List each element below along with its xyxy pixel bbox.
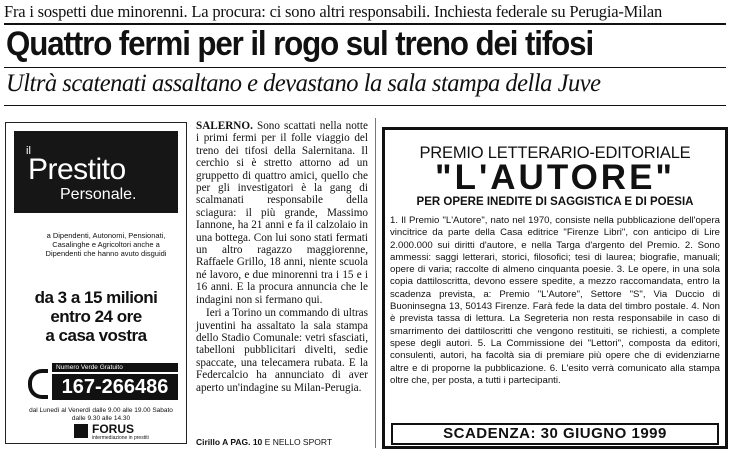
ad-phone-number: 167-266486 xyxy=(52,374,178,400)
ad-brand-name: FORUS xyxy=(92,422,134,436)
loan-advertisement xyxy=(5,122,187,444)
ad-personale-text: Personale. xyxy=(60,186,137,203)
ad-timing: entro 24 ore xyxy=(50,307,142,326)
ad-prestito-text: Prestito xyxy=(28,153,126,186)
see-also-reference xyxy=(196,437,370,447)
prize-name: "L'AUTORE" xyxy=(434,158,676,197)
ad-il-text: il xyxy=(26,145,31,157)
kicker-line: Fra i sospetti due minorenni. La procura: ci sono altri responsabili. Inchiesta federale su Perugia-Milan xyxy=(4,2,663,21)
ad-brand-panel xyxy=(14,131,178,213)
article-paragraph-1 xyxy=(196,120,368,306)
prize-subtitle: PER OPERE INEDITE DI SAGGISTICA E DI POESIA xyxy=(416,196,694,208)
ad-phone-label: Numero Verde Gratuito xyxy=(52,363,178,372)
headline-rule xyxy=(4,67,726,68)
subhead-rule xyxy=(4,105,726,106)
ad-phone-box xyxy=(28,361,178,403)
ad-targets: a Dipendenti, Autonomi, Pensionati, Casalinghe e Agricoltori anche a Dipendenti che hanno avuto disguidi xyxy=(45,231,167,258)
see-also-rest: E NELLO SPORT xyxy=(262,437,333,447)
dateline: SALERNO. xyxy=(196,120,253,132)
column-divider xyxy=(375,118,376,448)
forus-logo-icon xyxy=(74,424,88,438)
headline: Quattro fermi per il rogo sul treno dei tifosi xyxy=(6,25,594,63)
prize-rules: 1. Il Premio "L'Autore", nato nel 1970, consiste nella pubblicazione dell'opera vincitrice da parte della Casa editrice "Firenze Libri", con anticipo di Lire 2.000.000 sui diritti d'autore, e nella Targa d'argento del Premio. 2. Sono ammessi: saggi letterari, storici, filosofici; tesi di laurea; biografie, manuali; opere di varia; raccolte di almeno cinquanta poesie. 3. Le opere, in una sola copia dattiloscritta, devono essere spedite, a mezzo raccomandata, entro la scadenza prevista, a: Premio "L'Autore", Settore "S", Via Duccio di Buoninsegna 13, 50143 Firenze. Farà fede la data del timbro postale. 4. Non è prevista tassa di lettura. La Segreteria non resta responsabile in caso di smarrimento dei dattiloscritti che vengono restituiti, se richiesti, a complete spese degli autori. 5. La Commissione dei "Lettori", composta da editori, consulenti, autori, ha facoltà sia di premiare più opere che di evidenziarne altre e di proporne la pubblicazione. 6. L'esito verrà comunicato alla stampa oltre che, per posta, a tutti i partecipanti. xyxy=(390,215,720,386)
literary-prize-advertisement xyxy=(382,127,728,449)
ad-home: a casa vostra xyxy=(45,326,147,345)
telephone-icon xyxy=(28,369,48,399)
ad-hours: dal Lunedì al Venerdì dalle 9.00 alle 19.00 Sabato dalle 9.30 alle 14.30 xyxy=(29,407,173,422)
ad-amount: da 3 a 15 milioni xyxy=(34,288,158,307)
paragraph-1-text: Sono scattati nella notte i primi fermi per il folle viaggio del treno dei tifosi della Salernitana. Il cerchio si è stretto attorno ad un gruppetto di quattro amici, quello che per gli investigatori è la gang di scalmanati responsabile della sciagura: il più grande, Massimo Iannone, ha 21 anni e fa il calzolaio in una bottega. Con lui sono stati fermati un altro ragazzo maggiorenne, Raffaele Grillo, 18 anni, niente scuola né lavoro, e due minorenni tra i 15 e i 16 anni. E la procura annuncia che le indagini non si fermano qui. xyxy=(196,120,368,306)
prize-title: PREMIO LETTERARIO-EDITORIALE xyxy=(419,144,691,162)
see-also-lead: Cirillo A PAG. 10 xyxy=(196,437,263,447)
article-paragraph-2: Ieri a Torino un commando di ultras juventini ha assaltato la sala stampa dello Stadio Comunale: vetri sfasciati, tabelloni pubblicitari divelti, sedie spaccate, una telecamera rubata. E la Federcalcio ha annunciato di aver aperto un'indagine su Milan-Perugia. xyxy=(196,307,368,394)
ad-brand-tagline: intermediazione in prestiti xyxy=(92,435,149,441)
article-body xyxy=(196,120,368,394)
prize-deadline: SCADENZA: 30 GIUGNO 1999 xyxy=(391,423,719,445)
subheadline: Ultrà scatenati assaltano e devastano la sala stampa della Juve xyxy=(6,70,601,97)
